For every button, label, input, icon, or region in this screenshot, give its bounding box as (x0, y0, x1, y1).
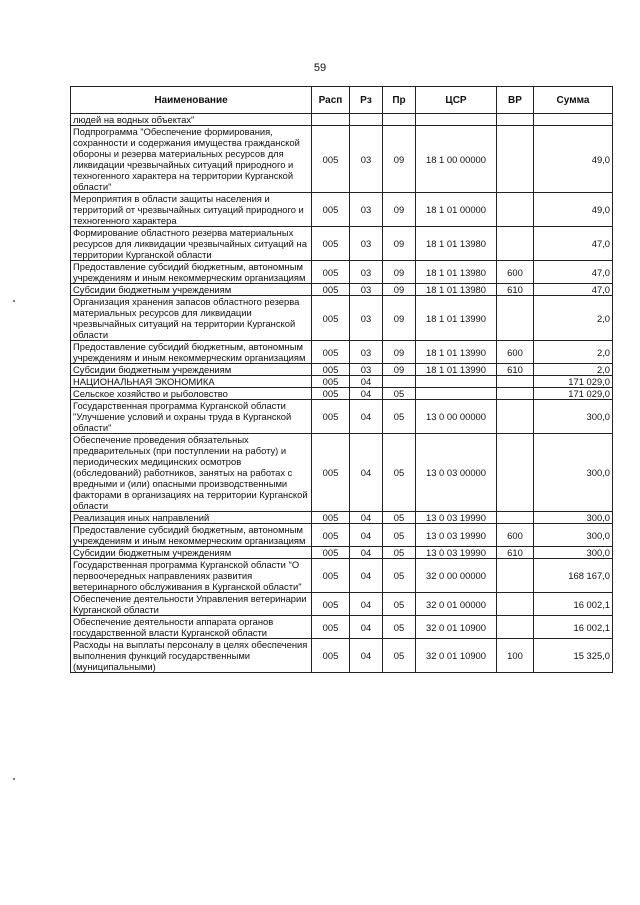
cell-sum: 171 029,0 (534, 388, 613, 400)
cell-rz: 03 (350, 284, 383, 296)
cell-rz: 04 (350, 547, 383, 559)
header-rz: Рз (350, 87, 383, 114)
table-row (71, 434, 613, 512)
cell-vr: 600 (497, 524, 534, 547)
table-row (71, 376, 613, 388)
table-row (71, 114, 613, 126)
cell-pr: 09 (383, 341, 416, 364)
cell-rasp: 005 (312, 364, 350, 376)
cell-sum: 300,0 (534, 434, 613, 512)
cell-sum: 300,0 (534, 512, 613, 524)
cell-vr: 100 (497, 639, 534, 673)
cell-rasp: 005 (312, 126, 350, 193)
cell-csr (416, 388, 497, 400)
table-row (71, 284, 613, 296)
cell-name: Обеспечение деятельности Управления ветеринарии Курганской области (71, 593, 312, 616)
cell-csr: 32 0 01 10900 (416, 616, 497, 639)
cell-name: Сельское хозяйство и рыболовство (71, 388, 312, 400)
cell-pr: 05 (383, 547, 416, 559)
cell-sum: 49,0 (534, 193, 613, 227)
cell-name: Реализация иных направлений (71, 512, 312, 524)
cell-vr (497, 434, 534, 512)
cell-rasp: 005 (312, 284, 350, 296)
cell-vr (497, 593, 534, 616)
table-row (71, 261, 613, 284)
cell-csr: 18 1 00 00000 (416, 126, 497, 193)
cell-sum: 2,0 (534, 341, 613, 364)
cell-pr: 05 (383, 639, 416, 673)
cell-name: Обеспечение проведения обязательных предварительных (при поступлении на работу) и периодических медицинских осмотров (обследований) работников, занятых на работах с вредными и (или) опасными производственными факторами в организациях на территории Курганской области (71, 434, 312, 512)
cell-rz: 04 (350, 616, 383, 639)
cell-csr: 13 0 03 19990 (416, 524, 497, 547)
cell-sum: 49,0 (534, 126, 613, 193)
cell-csr: 13 0 03 19990 (416, 547, 497, 559)
cell-sum: 2,0 (534, 296, 613, 341)
cell-rz: 03 (350, 341, 383, 364)
cell-vr (497, 559, 534, 593)
cell-pr: 05 (383, 388, 416, 400)
cell-vr (497, 193, 534, 227)
cell-rasp: 005 (312, 227, 350, 261)
cell-sum: 2,0 (534, 364, 613, 376)
cell-sum: 47,0 (534, 284, 613, 296)
cell-pr: 09 (383, 284, 416, 296)
table-row (71, 126, 613, 193)
cell-name: Государственная программа Курганской области "О первоочередных направлениях развития ветеринарного обслуживания в Курганской области" (71, 559, 312, 593)
cell-csr: 18 1 01 13990 (416, 341, 497, 364)
table-row (71, 227, 613, 261)
cell-pr: 09 (383, 193, 416, 227)
cell-sum: 16 002,1 (534, 616, 613, 639)
table-row (71, 639, 613, 673)
cell-rasp: 005 (312, 559, 350, 593)
cell-pr (383, 376, 416, 388)
cell-rz: 03 (350, 364, 383, 376)
cell-vr (497, 400, 534, 434)
cell-pr: 05 (383, 559, 416, 593)
cell-rasp: 005 (312, 296, 350, 341)
cell-name: Предоставление субсидий бюджетным, автономным учреждениям и иным некоммерческим организациям (71, 261, 312, 284)
table-header-row (71, 87, 613, 114)
cell-pr: 09 (383, 364, 416, 376)
cell-rz: 03 (350, 296, 383, 341)
cell-name: людей на водных объектах" (71, 114, 312, 126)
cell-name: Субсидии бюджетным учреждениям (71, 547, 312, 559)
cell-csr: 18 1 01 00000 (416, 193, 497, 227)
cell-name: Подпрограмма "Обеспечение формирования, сохранности и содержания имущества гражданской обороны и резерва материальных ресурсов для ликвидации чрезвычайных ситуаций природного и техногенного характера на территории Курганской области" (71, 126, 312, 193)
table-row (71, 296, 613, 341)
cell-csr (416, 376, 497, 388)
cell-csr: 18 1 01 13980 (416, 261, 497, 284)
table-row (71, 547, 613, 559)
cell-rz: 04 (350, 512, 383, 524)
cell-name: Обеспечение деятельности аппарата органов государственной власти Курганской области (71, 616, 312, 639)
cell-name: Организация хранения запасов областного резерва материальных ресурсов для ликвидации чрезвычайных ситуаций на территории Курганской области (71, 296, 312, 341)
header-pr: Пр (383, 87, 416, 114)
cell-name: Предоставление субсидий бюджетным, автономным учреждениям и иным некоммерческим организациям (71, 341, 312, 364)
cell-rz: 04 (350, 593, 383, 616)
cell-rasp: 005 (312, 341, 350, 364)
cell-sum: 47,0 (534, 227, 613, 261)
cell-csr: 13 0 03 19990 (416, 512, 497, 524)
cell-rasp: 005 (312, 512, 350, 524)
cell-sum: 300,0 (534, 524, 613, 547)
cell-vr: 610 (497, 364, 534, 376)
cell-pr: 05 (383, 434, 416, 512)
cell-pr: 05 (383, 616, 416, 639)
table-row (71, 193, 613, 227)
cell-csr: 18 1 01 13980 (416, 284, 497, 296)
cell-name: Мероприятия в области защиты населения и территорий от чрезвычайных ситуаций природного и техногенного характера (71, 193, 312, 227)
cell-vr: 600 (497, 261, 534, 284)
table-row (71, 559, 613, 593)
cell-name: Государственная программа Курганской области "Улучшение условий и охраны труда в Курганской области" (71, 400, 312, 434)
cell-sum: 300,0 (534, 400, 613, 434)
cell-sum (534, 114, 613, 126)
cell-csr: 18 1 01 13990 (416, 364, 497, 376)
cell-vr: 610 (497, 284, 534, 296)
cell-pr: 05 (383, 512, 416, 524)
cell-rz: 04 (350, 559, 383, 593)
cell-sum: 300,0 (534, 547, 613, 559)
page-number: 59 (313, 62, 327, 74)
cell-rz: 04 (350, 400, 383, 434)
cell-rasp: 005 (312, 616, 350, 639)
cell-sum: 15 325,0 (534, 639, 613, 673)
cell-rasp: 005 (312, 261, 350, 284)
cell-rasp: 005 (312, 376, 350, 388)
cell-sum: 171 029,0 (534, 376, 613, 388)
cell-sum: 16 002,1 (534, 593, 613, 616)
cell-vr (497, 616, 534, 639)
cell-vr: 600 (497, 341, 534, 364)
cell-name: Субсидии бюджетным учреждениям (71, 364, 312, 376)
cell-rasp: 005 (312, 400, 350, 434)
cell-pr: 09 (383, 296, 416, 341)
cell-pr: 09 (383, 126, 416, 193)
cell-csr (416, 114, 497, 126)
budget-table (70, 86, 613, 673)
cell-rz: 03 (350, 261, 383, 284)
cell-csr: 32 0 01 10900 (416, 639, 497, 673)
scan-mark (13, 778, 15, 780)
cell-csr: 18 1 01 13990 (416, 296, 497, 341)
cell-name: Расходы на выплаты персоналу в целях обеспечения выполнения функций государственными (муниципальными) (71, 639, 312, 673)
cell-sum: 168 167,0 (534, 559, 613, 593)
table-row (71, 341, 613, 364)
cell-vr (497, 296, 534, 341)
table-row (71, 388, 613, 400)
cell-rz: 04 (350, 639, 383, 673)
cell-rasp: 005 (312, 524, 350, 547)
cell-rasp: 005 (312, 639, 350, 673)
cell-vr: 610 (497, 547, 534, 559)
cell-sum: 47,0 (534, 261, 613, 284)
cell-vr (497, 512, 534, 524)
cell-rasp (312, 114, 350, 126)
table-row (71, 400, 613, 434)
cell-vr (497, 114, 534, 126)
cell-csr: 32 0 00 00000 (416, 559, 497, 593)
cell-pr: 09 (383, 261, 416, 284)
header-csr: ЦСР (416, 87, 497, 114)
table-row (71, 364, 613, 376)
cell-vr (497, 376, 534, 388)
cell-rasp: 005 (312, 547, 350, 559)
cell-rasp: 005 (312, 593, 350, 616)
header-name: Наименование (71, 87, 312, 114)
cell-rasp: 005 (312, 388, 350, 400)
cell-rz: 04 (350, 376, 383, 388)
cell-rz: 03 (350, 227, 383, 261)
scan-mark (13, 300, 15, 302)
table-body (71, 114, 613, 673)
table-row (71, 512, 613, 524)
cell-rasp: 005 (312, 434, 350, 512)
cell-vr (497, 227, 534, 261)
cell-csr: 13 0 03 00000 (416, 434, 497, 512)
cell-rz: 04 (350, 434, 383, 512)
cell-csr: 13 0 00 00000 (416, 400, 497, 434)
cell-pr (383, 114, 416, 126)
cell-name: Формирование областного резерва материальных ресурсов для ликвидации чрезвычайных ситуаций на территории Курганской области (71, 227, 312, 261)
table-row (71, 593, 613, 616)
cell-name: НАЦИОНАЛЬНАЯ ЭКОНОМИКА (71, 376, 312, 388)
table-row (71, 524, 613, 547)
cell-vr (497, 388, 534, 400)
cell-name: Предоставление субсидий бюджетным, автономным учреждениям и иным некоммерческим организациям (71, 524, 312, 547)
table-row (71, 616, 613, 639)
cell-csr: 18 1 01 13980 (416, 227, 497, 261)
cell-csr: 32 0 01 00000 (416, 593, 497, 616)
cell-vr (497, 126, 534, 193)
header-rasp: Расп (312, 87, 350, 114)
cell-pr: 09 (383, 227, 416, 261)
cell-rz: 04 (350, 388, 383, 400)
header-vr: ВР (497, 87, 534, 114)
cell-rasp: 005 (312, 193, 350, 227)
cell-rz: 04 (350, 524, 383, 547)
cell-pr: 05 (383, 524, 416, 547)
cell-rz (350, 114, 383, 126)
cell-name: Субсидии бюджетным учреждениям (71, 284, 312, 296)
cell-pr: 05 (383, 593, 416, 616)
cell-rz: 03 (350, 193, 383, 227)
cell-pr: 05 (383, 400, 416, 434)
cell-rz: 03 (350, 126, 383, 193)
header-sum: Сумма (534, 87, 613, 114)
